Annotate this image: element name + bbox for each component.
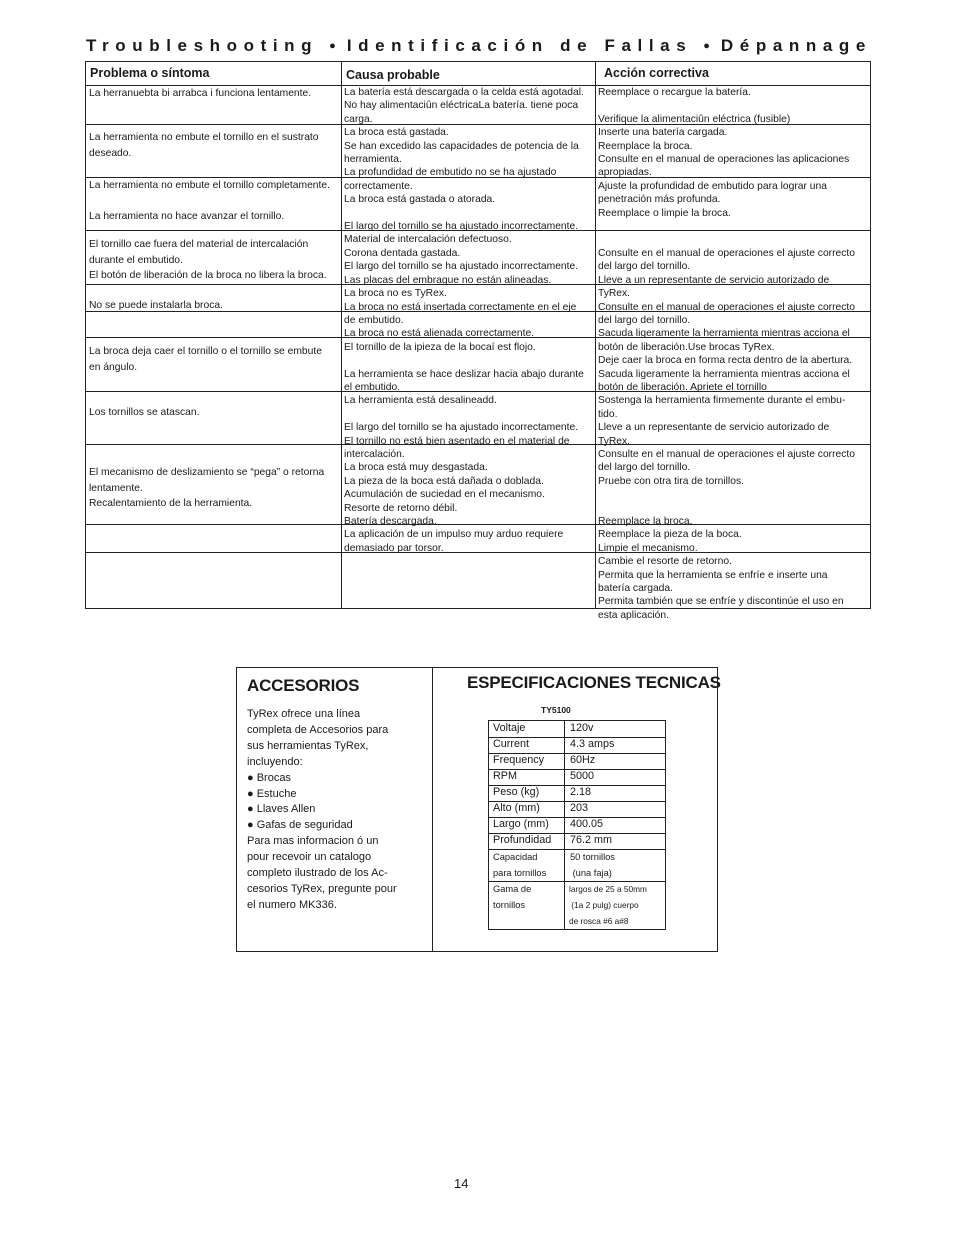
action-text: Lleve a un representante de servicio autorizado de [598,422,830,434]
problem-text: La herramienta no hace avanzar el tornillo. [89,211,285,223]
action-text: Reemplace o limpie la broca. [598,207,731,219]
problem-text: Recalentamiento de la herramienta. [89,498,253,510]
cause-text: herramienta. [344,154,402,166]
action-text: Reemplace la pieza de la boca. [598,529,742,541]
spec-value: 76.2 mm [570,834,613,846]
troubleshooting-table [85,61,871,621]
cause-text: Se han excedido las capacidades de potencia de la [344,140,579,152]
action-text [598,233,870,246]
cause-text: La broca no está alienada correctamente. [344,328,535,340]
spec-label: Peso (kg) [493,786,540,798]
action-text: del largo del tornillo. [598,261,691,273]
accessories-line: ● Gafas de seguridad [247,819,353,832]
action-text: botón de liberación. Apriete el tornillo [598,381,767,393]
cause-text: intercalación. [344,448,405,460]
problem-text: durante el embutido. [89,254,183,266]
accessories-line: sus herramientas TyRex, [247,739,369,752]
action-text: TyRex. [598,288,631,300]
cause-text: La broca está muy desgastada. [344,462,488,474]
cause-text: carga. [344,113,373,125]
cause-text [344,408,594,421]
page-number: 14 [454,1176,469,1191]
cause-text: La pieza de la boca está dañada o doblada. [344,475,544,487]
capacity-label-line: Capacidad [493,852,538,862]
action-text: Permita que la herramienta se enfríe e inserte una [598,569,828,581]
action-text: Reemplace o recargue la batería. [598,87,751,98]
capacity-label-line: para tornillos [493,868,547,878]
problem-text: No se puede instalarla broca. [89,300,223,311]
spec-value: 60Hz [570,754,596,766]
cause-text: Corona dentada gastada. [344,247,461,259]
header-separator-dot: ● [329,40,336,52]
spec-label: Current [493,738,530,750]
problem-cell [89,298,341,314]
spec-label: RPM [493,770,517,782]
problem-text: en ángulo. [89,361,138,373]
spec-label: Largo (mm) [493,818,549,830]
cause-text: correctamente. [344,180,413,192]
spec-label: Frequency [493,754,545,766]
cause-text: La broca está gastada. [344,127,449,139]
action-text: Consulte en el manual de operaciones el ajuste correcto [598,247,856,259]
cause-text: La broca está gastada o atorada. [344,194,496,206]
problem-text [89,194,341,210]
action-text: Reemplace la broca. [598,516,693,527]
problem-text: La herramienta no embute el tornillo en el sustrato [89,132,319,143]
cause-text: La profundidad de embutido no se ha ajustado [344,167,557,179]
action-text: Ajuste la profundidad de embutido para lograr una [598,180,827,192]
accessories-line: ● Brocas [247,771,291,784]
cause-text: de embutido. [344,314,404,326]
problem-cell [89,86,341,102]
problem-text: lentamente. [89,482,143,494]
cause-text [344,207,594,220]
actions-column [598,86,870,621]
action-text: TyRex. [598,435,631,447]
accessories-line: Para mas informacion ó un [247,835,379,848]
accessories-line: pour recevoir un catalogo [247,851,372,864]
cause-text: La herramienta está desalineadd. [344,395,497,407]
spec-value: 400.05 [570,818,604,830]
accessories-title: ACCESORIOS [247,676,360,695]
capacity-value [570,849,615,881]
cause-text: Acumulación de suciedad en el mecanismo. [344,489,545,501]
action-text: Consulte en el manual de operaciones el ajuste correcto [598,301,856,313]
header-spanish: Identificación de Fallas [346,36,693,55]
cause-text: La broca no es TyRex. [344,288,447,300]
spec-label: Profundidad [493,834,552,846]
action-text: Verifique la alimentaciûn eléctrica (fusible) [598,113,791,125]
action-text [598,488,870,501]
action-text: batería cargada. [598,583,673,595]
accessories-line: ● Estuche [247,787,297,800]
problem-cell [89,130,341,161]
column-divider [341,62,342,608]
action-text: Sacuda ligeramente la herramienta mientras acciona el [598,328,850,340]
problem-text: Los tornillos se atascan. [89,407,200,418]
cause-text [344,354,594,367]
action-text: Lleve a un representante de servicio autorizado de [598,274,830,286]
action-text: esta aplicación. [598,609,669,621]
range-label-line: tornillos [493,900,526,910]
action-text: del largo del tornillo. [598,462,691,474]
cause-text: La aplicación de un impulso muy arduo requiere [344,529,564,541]
action-text [598,99,870,112]
capacity-value-line: 50 tornillos [570,852,615,862]
spec-value: 203 [570,802,589,814]
range-value-line: largos de 25 a 50mm [569,884,647,894]
range-value-line: (1a 2 pulg) cuerpo [569,900,639,910]
spec-value: 2.18 [570,786,592,798]
action-text: Consulte en el manual de operaciones el ajuste correcto [598,448,856,460]
cause-text: La broca no está insertada correctamente en el eje [344,301,577,313]
problem-text: El mecanismo de deslizamiento se “pega” o retorna [89,467,325,478]
cause-text: Material de intercalación defectuoso. [344,234,512,246]
range-value-line: de rosca #6 a#8 [569,916,629,926]
header-english: Troubleshooting [86,36,319,55]
accessories-line: completa de Accesorios para [247,723,389,736]
column-divider [595,62,596,608]
action-text: Deje caer la broca en forma recta dentro de la abertura. [598,355,853,367]
problem-text: deseado. [89,147,132,159]
cause-text: El largo del tornillo se ha ajustado incorrectamente. [344,221,579,233]
cause-text: El largo del tornillo se ha ajustado incorrectamente. [344,261,579,273]
action-text: tido. [598,408,618,420]
cause-text: demasiado par torsor. [344,542,444,554]
problem-text: El tornillo cae fuera del material de intercalación [89,239,309,250]
accessories-line: ● Llaves Allen [247,803,316,816]
cause-text: La herramienta se hace deslizar hacia abajo durante [344,368,584,380]
action-text: penetración más profunda. [598,194,721,206]
range-label-line: Gama de [493,884,532,894]
header-cause: Causa probable [346,68,440,82]
accessories-line: completo ilustrado de los Ac- [247,867,388,880]
accessories-line: incluyendo: [247,755,303,768]
spec-value: 5000 [570,770,595,782]
action-text: Inserte una batería cargada. [598,127,728,139]
specs-table [488,720,666,930]
problem-text: La broca deja caer el tornillo o el tornillo se embute [89,346,322,357]
problem-cell [89,405,341,421]
action-text: Consulte en el manual de operaciones las aplicaciones [598,154,850,166]
spec-label: Voltaje [493,722,526,734]
cause-text: el embutido. [344,381,401,393]
problem-text: El botón de liberación de la broca no libera la broca. [89,270,327,282]
accessories-line: TyRex ofrece una línea [247,708,361,720]
action-text: botón de liberación.Use brocas TyRex. [598,341,775,353]
action-text: Reemplace la broca. [598,140,693,152]
problem-text: La herranuebta bi arrabca i funciona lentamente. [89,88,312,99]
action-text: Pruebe con otra tira de tornillos. [598,475,744,487]
action-text: Permita también que se enfríe y discontinúe el uso en [598,596,844,608]
spec-value: 120v [570,722,594,734]
cause-text: La batería está descargada o la celda está agotadal. [344,87,584,98]
action-text: Sacuda ligeramente la herramienta mientras acciona el [598,368,850,380]
cause-text: Resorte de retorno débil. [344,502,458,514]
spec-label: Alto (mm) [493,802,540,814]
cause-text: El tornillo de la ipieza de la bocaí est flojo. [344,341,536,353]
cause-text: Batería descargada. [344,516,437,527]
range-value [569,881,647,929]
action-text: del largo del tornillo. [598,314,691,326]
cause-text: El largo del tornillo se ha ajustado incorrectamente. [344,422,579,434]
causes-column [344,86,594,608]
header-problem: Problema o síntoma [90,66,210,80]
header-french: Dépannage [720,36,872,55]
accessories-specs-box [236,667,721,952]
spec-value: 4.3 amps [570,738,615,750]
range-label [493,881,531,913]
problem-text: La herramienta no embute el tornillo completamente. [89,180,330,191]
action-text [598,502,870,515]
problems-column [89,62,341,608]
problem-cell [89,178,341,225]
cause-text: No hay alimentaciûn eléctricaLa batería. tiene poca [344,100,579,112]
action-text: Cambie el resorte de retorno. [598,556,732,568]
action-text [598,220,870,233]
cause-text: Las placas del embrague no están alineadas. [344,274,552,286]
header-separator-dot: ● [703,40,710,52]
header-action: Acción correctiva [604,66,709,80]
action-text: Limpie el mecanismo. [598,542,698,554]
action-text: apropiadas. [598,167,652,179]
capacity-label [493,849,546,881]
capacity-value-line: (una faja) [570,868,612,878]
cause-text: El tornillo no está bien asentado en el material de [344,435,570,447]
problem-cell [89,344,341,375]
accessories-line: el numero MK336. [247,898,337,911]
accessories-text [247,707,429,914]
box-divider [432,668,433,951]
model-number: TY5100 [541,705,571,715]
accessories-line: cesorios TyRex, pregunte pour [247,882,397,895]
problem-cell [89,237,341,284]
action-text: Sostenga la herramienta firmemente durante el embu- [598,395,846,407]
specs-title: ESPECIFICACIONES TECNICAS [467,673,721,692]
problem-cell [89,465,341,512]
page-header [86,34,872,58]
